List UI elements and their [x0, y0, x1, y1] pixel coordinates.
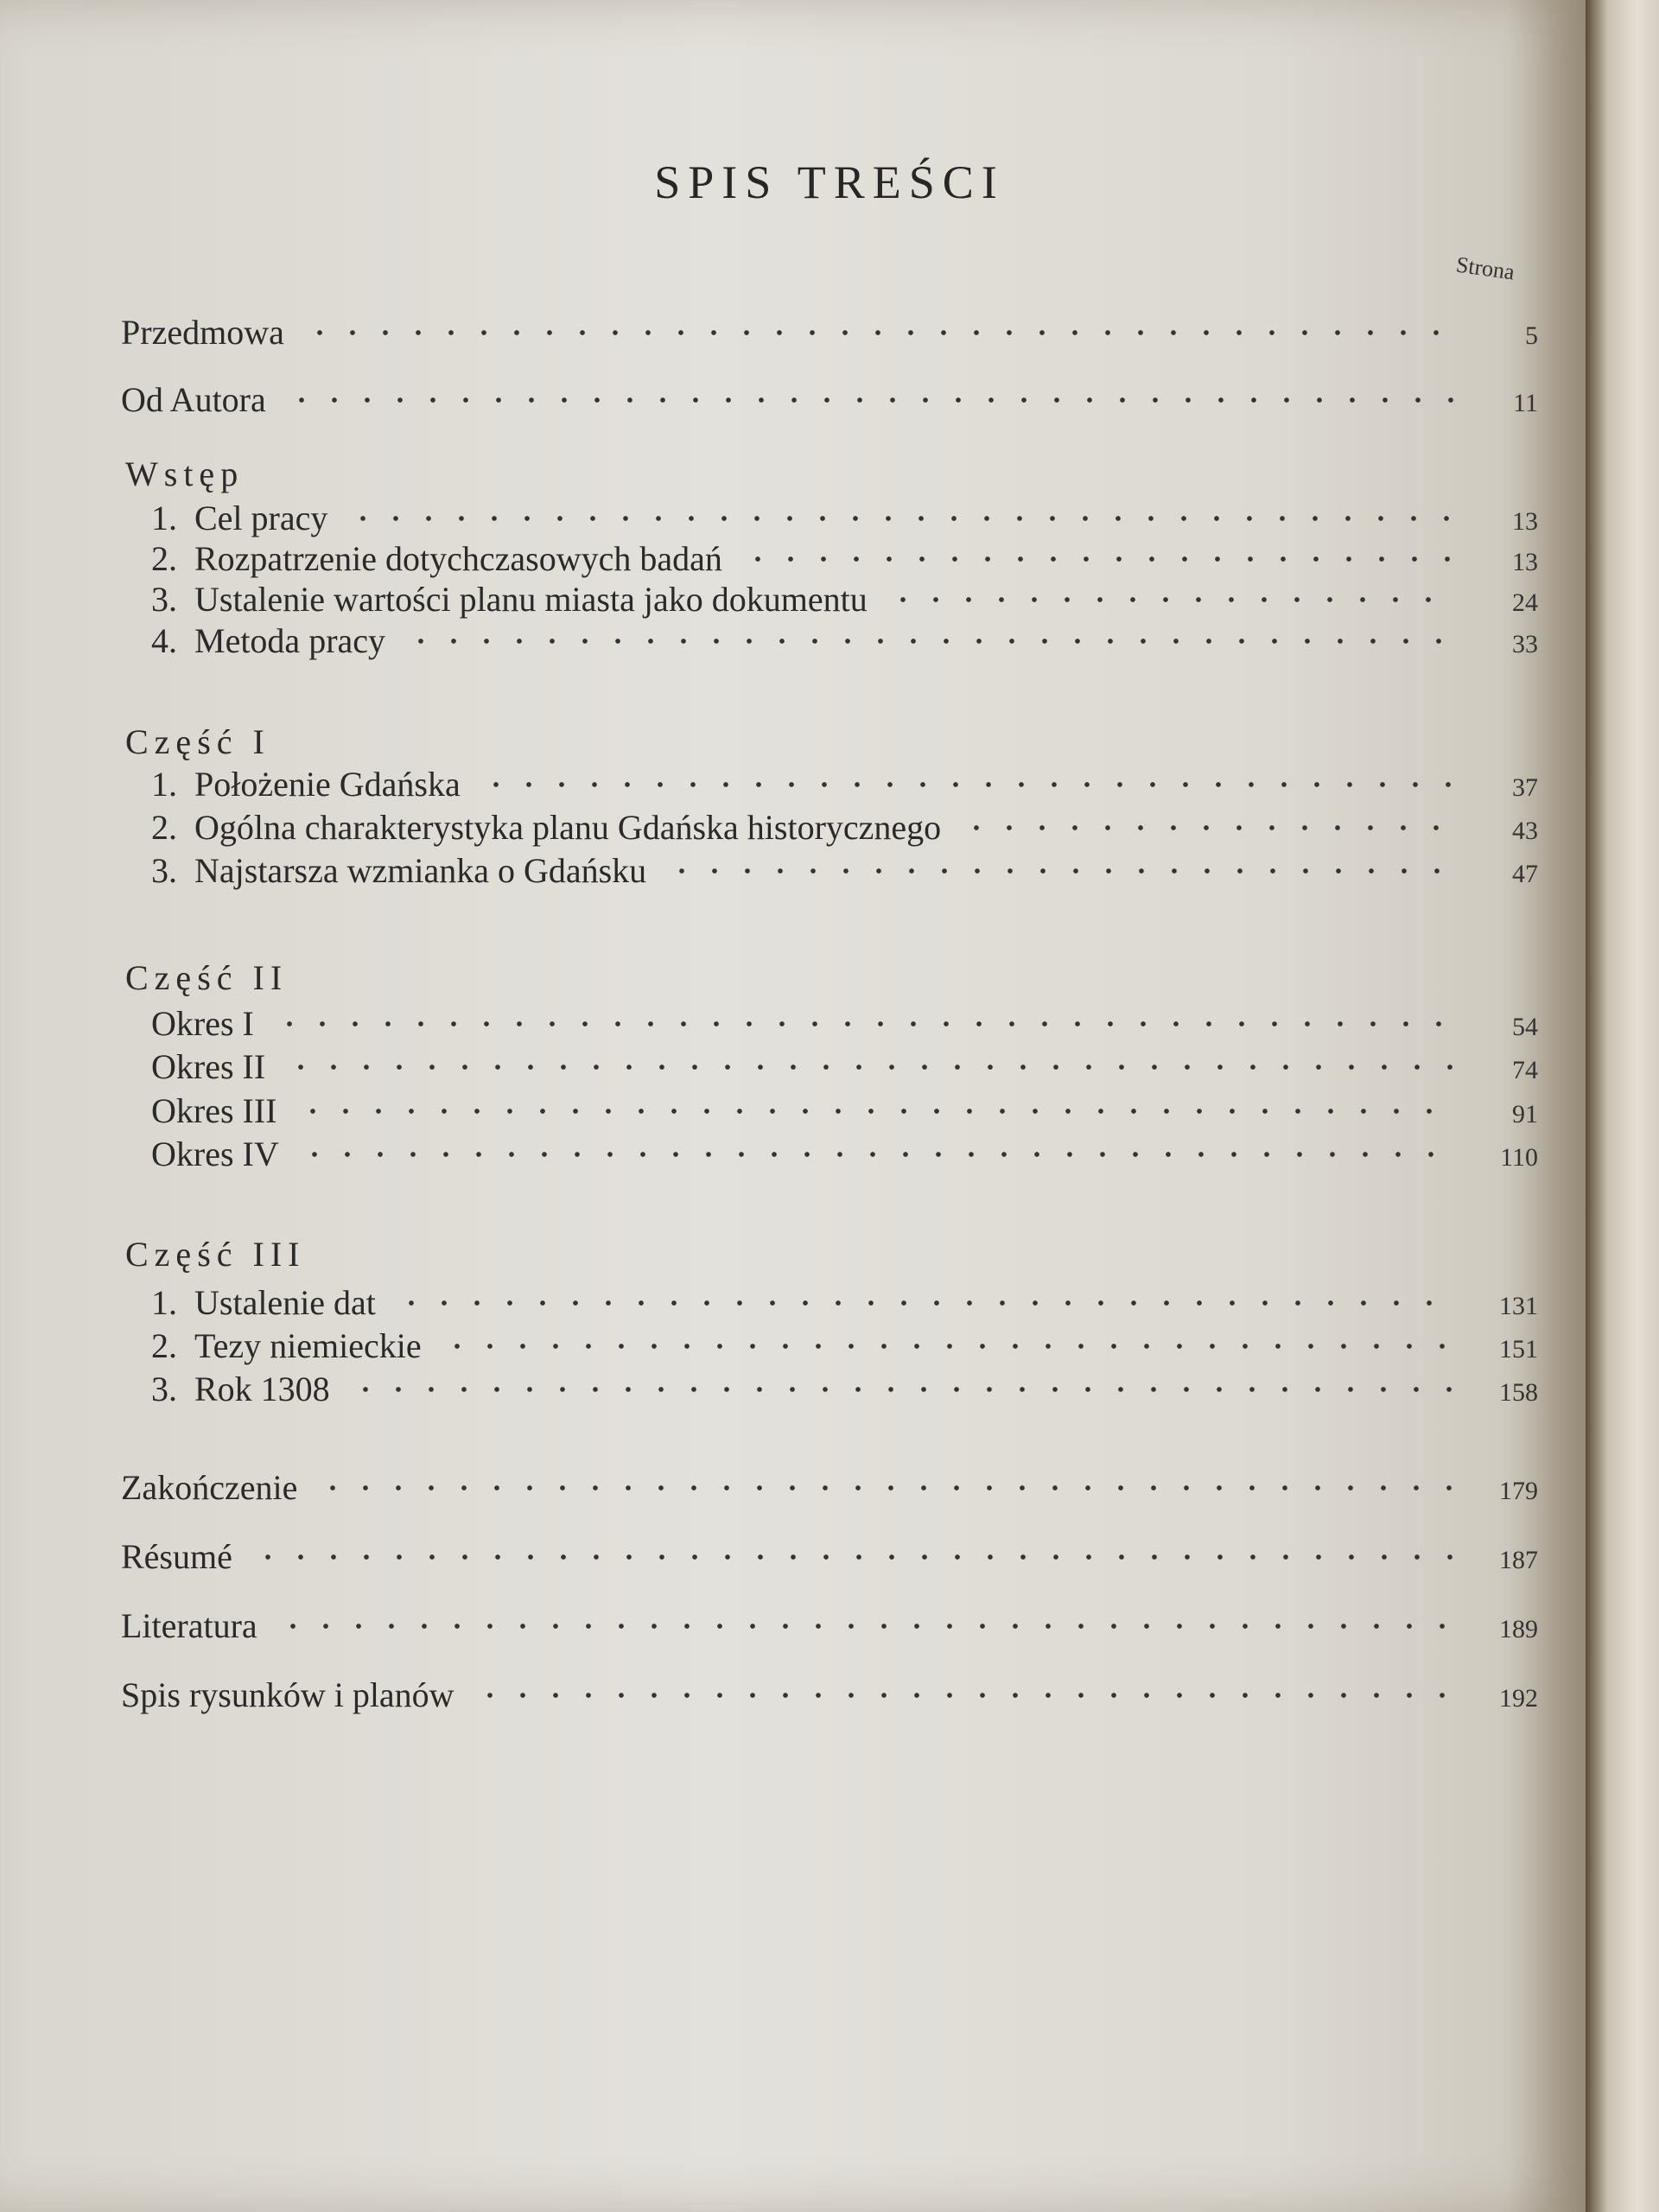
toc-item-page: 91	[1512, 1100, 1538, 1128]
toc-item	[151, 1326, 1538, 1365]
toc-item-label: 3. Ustalenie wartości planu miasta jako dokumentu	[151, 580, 868, 619]
leader-dots	[296, 1109, 1459, 1114]
leader-dots	[284, 1065, 1459, 1070]
toc-item-label: 3. Rok 1308	[151, 1370, 330, 1408]
section-heading: Część II	[125, 958, 289, 997]
toc-item	[151, 767, 1538, 802]
leader-dots	[251, 1554, 1459, 1560]
leader-dots	[395, 1300, 1459, 1306]
toc-item-label: Okres IV	[151, 1135, 279, 1173]
toc-item	[151, 539, 1538, 578]
leader-dots	[665, 868, 1459, 874]
toc-item-page: 151	[1499, 1335, 1538, 1363]
toc-item	[151, 501, 1538, 536]
leader-dots	[474, 1693, 1459, 1698]
toc-item-page: 158	[1499, 1378, 1538, 1407]
toc-item-page: 47	[1512, 860, 1538, 888]
toc-entry-page: 189	[1499, 1615, 1538, 1643]
toc-item-label: 2. Tezy niemieckie	[151, 1326, 422, 1365]
toc-item	[151, 582, 1538, 617]
toc-item-page: 43	[1512, 817, 1538, 845]
toc-item-page: 131	[1499, 1292, 1538, 1320]
toc-item-page: 13	[1512, 548, 1538, 576]
leader-dots	[441, 1344, 1459, 1349]
toc-entry-label: Przedmowa	[121, 313, 284, 352]
toc-item-label: 2. Rozpatrzenie dotychczasowych badań	[151, 539, 722, 578]
toc-entry-label: Spis rysunków i planów	[121, 1675, 454, 1714]
toc-item-label: 2. Ogólna charakterystyka planu Gdańska historycznego	[151, 808, 942, 847]
toc-entry-page: 5	[1525, 321, 1538, 350]
toc-item-page: 37	[1512, 773, 1538, 802]
toc-item	[151, 1137, 1538, 1172]
toc-entry-resume	[121, 1537, 1538, 1576]
toc-entry-label: Literatura	[121, 1606, 257, 1645]
toc-item-label: 1. Ustalenie dat	[151, 1283, 376, 1322]
toc-item-page: 13	[1512, 507, 1538, 536]
toc-item	[151, 1372, 1538, 1407]
toc-item	[151, 1004, 1538, 1043]
toc-entry-page: 11	[1513, 389, 1538, 417]
toc-entry-preface	[121, 315, 1538, 350]
leader-dots	[273, 1021, 1459, 1027]
leader-dots	[480, 782, 1459, 787]
toc-entry-label: Zakończenie	[121, 1468, 298, 1507]
toc-entry-page: 179	[1499, 1477, 1538, 1505]
toc-item	[151, 621, 1538, 660]
toc-entry-conclusion	[121, 1468, 1538, 1507]
leader-dots	[303, 330, 1459, 335]
toc-item	[151, 1283, 1538, 1322]
toc-entry-figures-list	[121, 1675, 1538, 1714]
leader-dots	[298, 1152, 1459, 1157]
toc-item-label: 1. Cel pracy	[151, 499, 328, 537]
toc-item-label: 1. Położenie Gdańska	[151, 765, 461, 804]
toc-item	[151, 1047, 1538, 1086]
leader-dots	[349, 1387, 1459, 1392]
toc-entry-literature	[121, 1606, 1538, 1645]
toc-item-page: 74	[1512, 1056, 1538, 1084]
toc-item-label: Okres III	[151, 1091, 277, 1130]
section-heading: Część III	[125, 1235, 306, 1274]
toc-item-page: 110	[1500, 1143, 1538, 1172]
toc-item-page: 24	[1512, 588, 1538, 617]
toc-item-page: 54	[1512, 1013, 1538, 1041]
leader-dots	[887, 597, 1459, 602]
toc-entry-label: Résumé	[121, 1537, 232, 1576]
page-title: SPIS TREŚCI	[654, 156, 1005, 208]
toc-item-label: 3. Najstarsza wzmianka o Gdańsku	[151, 851, 647, 890]
toc-item-label: Okres I	[151, 1004, 254, 1043]
toc-item-label: Okres II	[151, 1047, 266, 1086]
leader-dots	[960, 825, 1459, 830]
leader-dots	[404, 639, 1459, 644]
toc-entry-page: 192	[1499, 1684, 1538, 1713]
leader-dots	[276, 1624, 1459, 1629]
toc-item	[151, 1091, 1538, 1130]
leader-dots	[316, 1485, 1459, 1491]
leader-dots	[741, 556, 1459, 562]
toc-entry-page: 187	[1499, 1546, 1538, 1574]
section-heading: Wstęp	[125, 454, 245, 493]
toc-item	[151, 851, 1538, 890]
leader-dots	[285, 397, 1459, 403]
leader-dots	[346, 516, 1459, 521]
toc-item-page: 33	[1512, 630, 1538, 658]
toc-entry-author-note	[121, 380, 1538, 419]
page-column-label: Strona	[1454, 251, 1516, 285]
toc-item	[151, 810, 1538, 845]
section-heading: Część I	[125, 722, 270, 761]
toc-item-label: 4. Metoda pracy	[151, 621, 386, 660]
toc-entry-label: Od Autora	[121, 380, 266, 419]
